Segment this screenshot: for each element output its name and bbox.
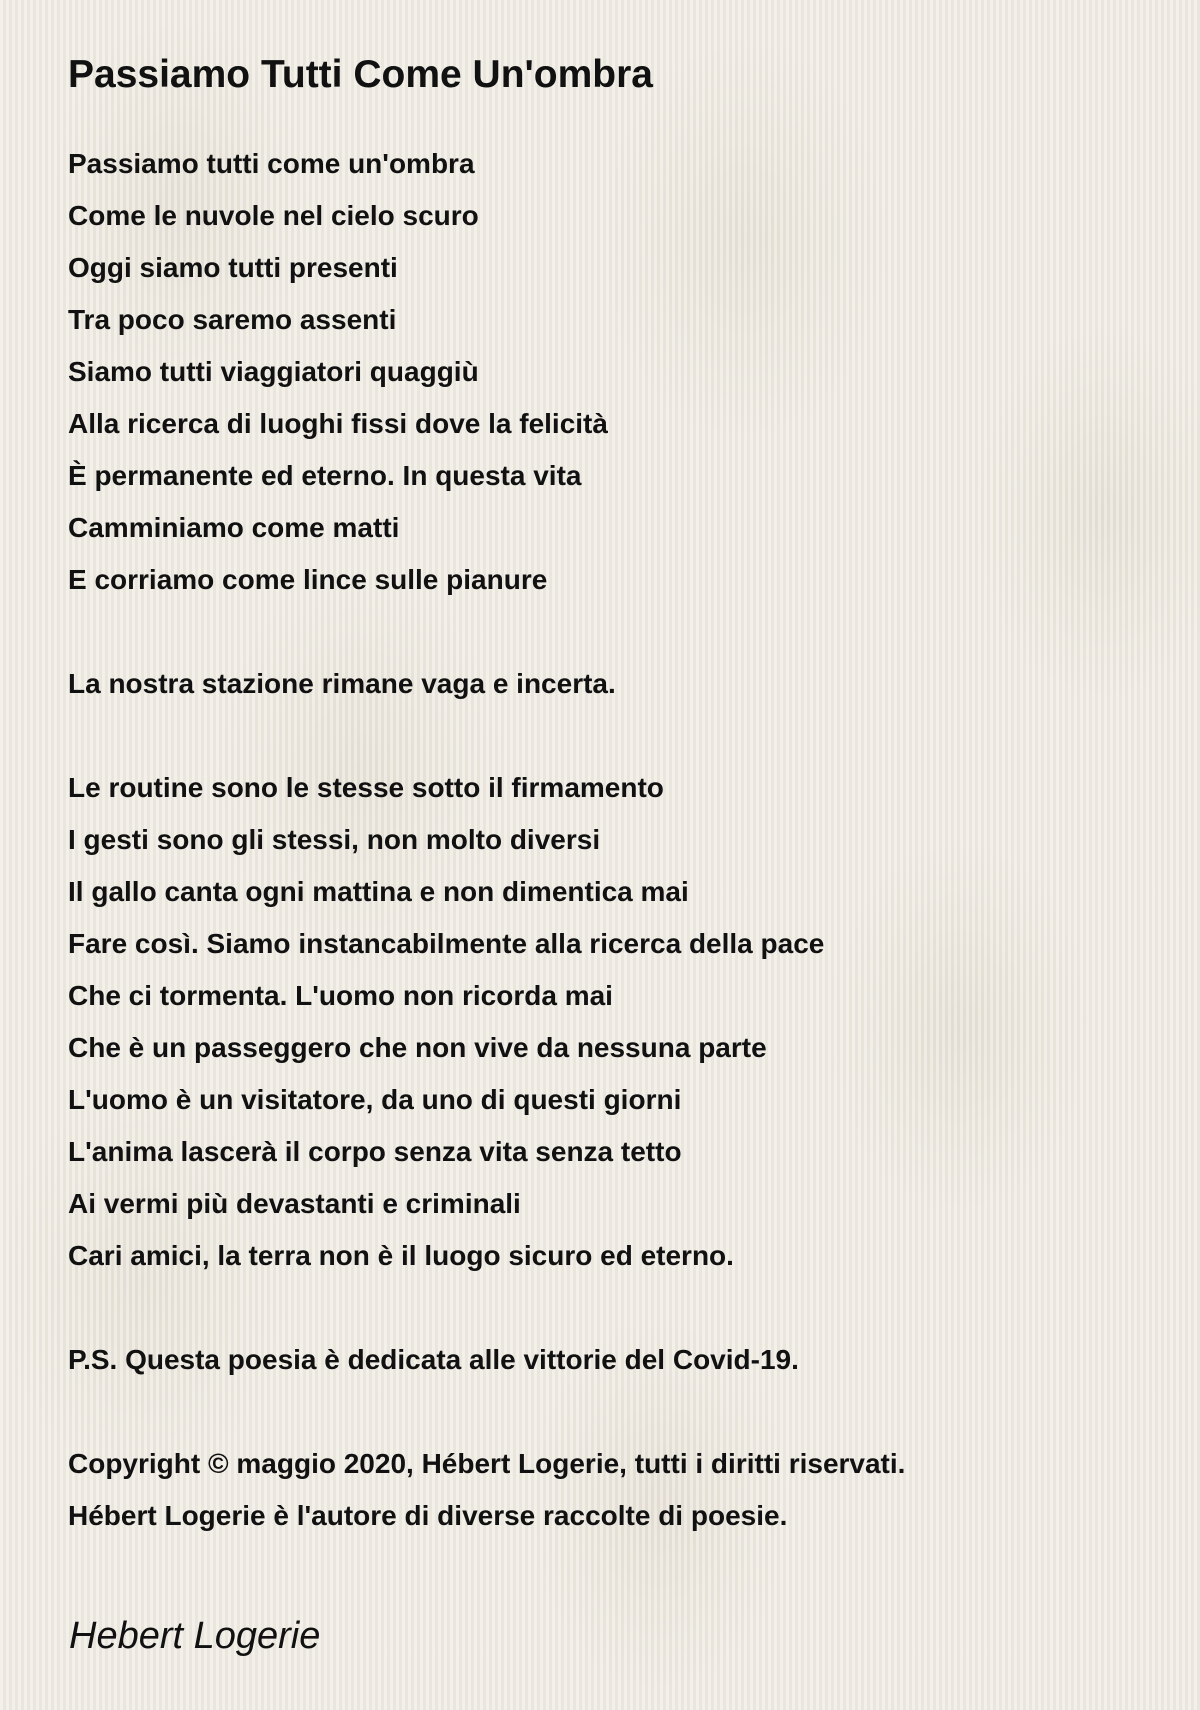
poem-line: Ai vermi più devastanti e criminali — [68, 1188, 521, 1219]
stanza-1 — [68, 138, 1148, 606]
poem-line: Il gallo canta ogni mattina e non dimentica mai — [68, 876, 689, 907]
author-note-line: Hébert Logerie è l'autore di diverse raccolte di poesie. — [68, 1500, 788, 1531]
poem-line: Oggi siamo tutti presenti — [68, 252, 398, 283]
poem-line: Siamo tutti viaggiatori quaggiù — [68, 356, 479, 387]
poem — [68, 52, 1148, 1542]
poem-line: Fare così. Siamo instancabilmente alla ricerca della pace — [68, 928, 825, 959]
poem-title: Passiamo Tutti Come Un'ombra — [68, 53, 653, 96]
poem-line: Alla ricerca di luoghi fissi dove la felicità — [68, 408, 608, 439]
stanza-5 — [68, 1438, 1148, 1542]
stanza-3 — [68, 762, 1148, 1282]
poem-line: Cari amici, la terra non è il luogo sicuro ed eterno. — [68, 1240, 734, 1271]
poem-line: Come le nuvole nel cielo scuro — [68, 200, 479, 231]
poem-line: L'uomo è un visitatore, da uno di questi giorni — [68, 1084, 682, 1115]
author-signature: Hebert Logerie — [69, 1615, 321, 1657]
poem-line: Che è un passeggero che non vive da nessuna parte — [68, 1032, 767, 1063]
poem-line: Che ci tormenta. L'uomo non ricorda mai — [68, 980, 613, 1011]
poem-line: È permanente ed eterno. In questa vita — [68, 460, 582, 491]
poem-line: Passiamo tutti come un'ombra — [68, 148, 475, 179]
poem-line: Camminiamo come matti — [68, 512, 400, 543]
stanza-2 — [68, 658, 1148, 710]
poem-line: La nostra stazione rimane vaga e incerta. — [68, 668, 616, 699]
poem-line: P.S. Questa poesia è dedicata alle vittorie del Covid-19. — [68, 1344, 799, 1375]
stanza-4 — [68, 1334, 1148, 1386]
poem-line: L'anima lascerà il corpo senza vita senza tetto — [68, 1136, 682, 1167]
poem-line: Le routine sono le stesse sotto il firmamento — [68, 772, 664, 803]
poem-line: E corriamo come lince sulle pianure — [68, 564, 548, 595]
poem-line: I gesti sono gli stessi, non molto diversi — [68, 824, 601, 855]
copyright-line: Copyright © maggio 2020, Hébert Logerie, tutti i diritti riservati. — [68, 1448, 906, 1479]
poem-line: Tra poco saremo assenti — [68, 304, 397, 335]
